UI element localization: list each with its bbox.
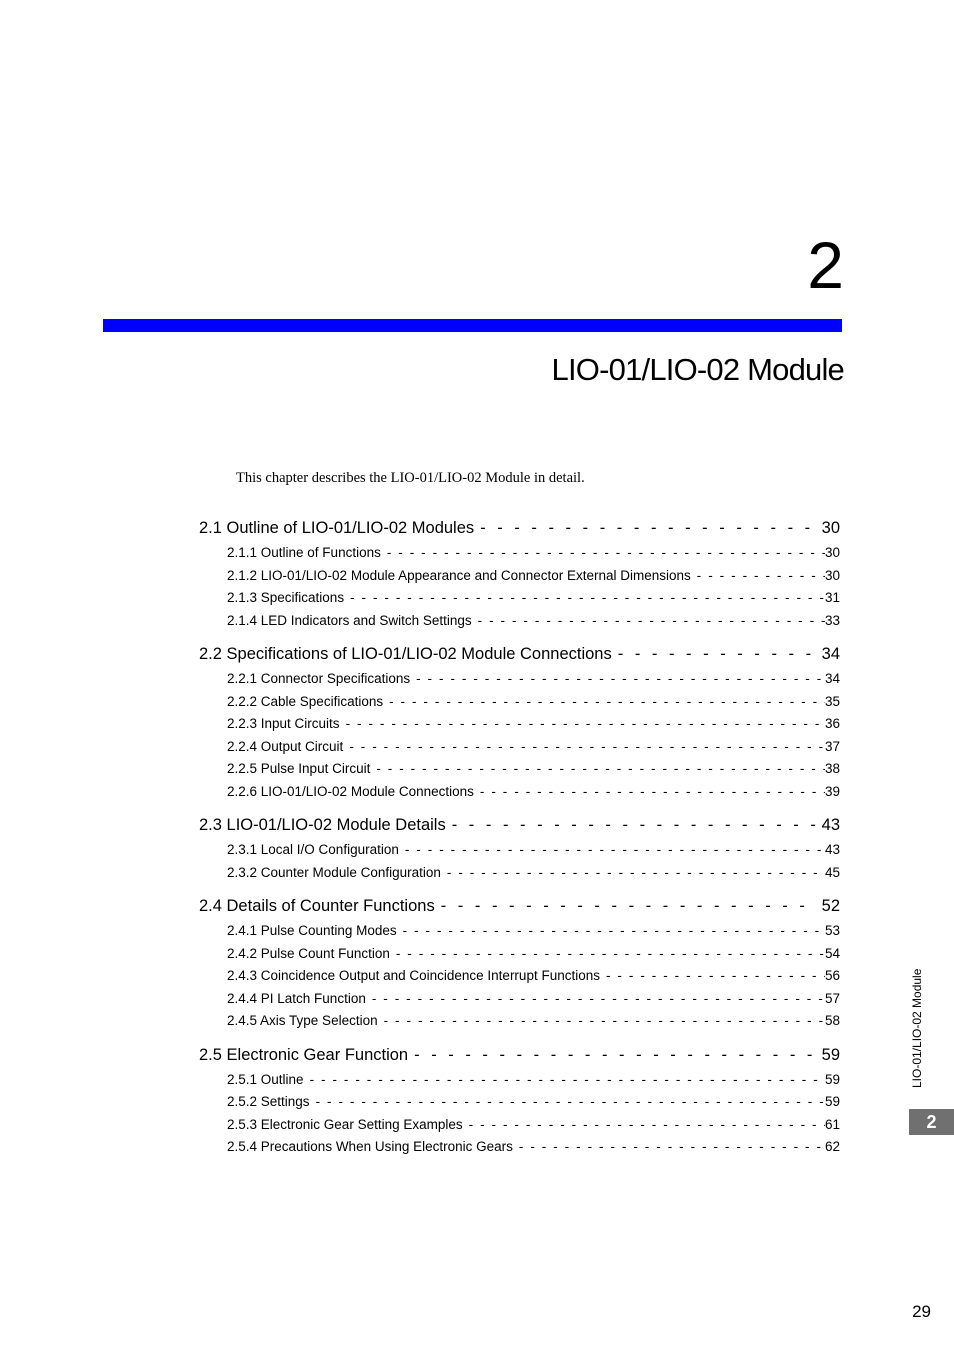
section-gap — [199, 1033, 840, 1041]
dot-leader — [414, 1041, 816, 1069]
chapter-tab: 2 — [909, 1109, 954, 1135]
toc-subsection-entry[interactable] — [227, 713, 840, 736]
toc-subsection-entry[interactable] — [227, 1069, 840, 1092]
dot-leader — [618, 640, 816, 668]
toc-section-label: 2.5 Electronic Gear Function — [199, 1045, 409, 1064]
dot-leader — [384, 1010, 825, 1033]
toc-subsection-label: 2.4.5 Axis Type Selection — [227, 1013, 378, 1028]
toc-section-page: 59 — [821, 1045, 840, 1064]
dot-leader — [478, 610, 825, 633]
dot-leader — [452, 811, 816, 839]
toc-section-label: 2.1 Outline of LIO-01/LIO-02 Modules — [199, 519, 475, 537]
toc-subsection-label: 2.2.1 Connector Specifications — [227, 671, 411, 686]
toc-section-entry[interactable] — [199, 514, 840, 542]
toc-subsection-label: 2.5.1 Outline — [227, 1071, 304, 1087]
toc-subsection-entry[interactable] — [227, 1136, 840, 1159]
toc-subsection-label: 2.2.2 Cable Specifications — [227, 693, 384, 709]
toc-subsection-entry[interactable] — [227, 565, 840, 588]
dot-leader — [469, 1114, 825, 1137]
toc-subsection-page: 59 — [824, 1094, 840, 1109]
toc-subsection-label: 2.2.6 LIO-01/LIO-02 Module Connections — [227, 783, 474, 799]
toc-subsection-entry[interactable] — [227, 920, 840, 943]
toc-subsection-label: 2.4.2 Pulse Count Function — [227, 945, 390, 961]
toc-section-label: 2.3 LIO-01/LIO-02 Module Details — [199, 816, 446, 834]
toc-subsection-page: 57 — [824, 990, 840, 1006]
toc-subsection-entry[interactable] — [227, 839, 840, 862]
toc-subsection-page: 30 — [824, 567, 840, 583]
toc-subsection-page: 43 — [824, 842, 840, 857]
dot-leader — [480, 514, 815, 542]
toc-section-entry[interactable] — [199, 811, 840, 839]
toc-section — [199, 514, 840, 632]
toc-subsection-entry[interactable] — [227, 1091, 840, 1114]
dot-leader — [349, 736, 825, 759]
toc-subsection-page: 62 — [824, 1139, 840, 1154]
toc-subsection-label: 2.1.4 LED Indicators and Switch Settings — [227, 612, 472, 628]
toc-section — [199, 811, 840, 884]
toc-subsection-entry[interactable] — [227, 736, 840, 759]
chapter-intro: This chapter describes the LIO-01/LIO-02 Module in detail. — [236, 470, 585, 486]
toc-subsection-page: 35 — [824, 693, 840, 709]
toc-subsection-entry[interactable] — [227, 965, 840, 988]
section-gap — [199, 884, 840, 892]
toc-section-label: 2.4 Details of Counter Functions — [199, 897, 435, 915]
dot-leader — [416, 668, 825, 691]
toc-section-entry[interactable] — [199, 640, 840, 668]
toc-subsection-entry[interactable] — [227, 587, 840, 610]
toc-section-label: 2.2 Specifications of LIO-01/LIO-02 Module Connections — [199, 645, 612, 663]
dot-leader — [396, 943, 825, 966]
section-gap — [199, 632, 840, 640]
toc-section-entry[interactable] — [199, 1041, 840, 1069]
page-number: 29 — [912, 1302, 931, 1321]
toc-section — [199, 892, 840, 1033]
dot-leader — [480, 781, 825, 804]
dot-leader — [405, 839, 825, 862]
toc-subsection-label: 2.2.5 Pulse Input Circuit — [227, 761, 371, 776]
toc-subsection-page: 53 — [824, 923, 840, 938]
toc-subsection-label: 2.5.2 Settings — [227, 1094, 310, 1109]
toc-subsection-page: 33 — [824, 612, 840, 628]
toc-subsection-page: 36 — [824, 716, 840, 731]
toc-subsection-label: 2.5.4 Precautions When Using Electronic Gears — [227, 1139, 513, 1154]
toc-subsection-entry[interactable] — [227, 691, 840, 714]
dot-leader — [316, 1091, 825, 1114]
toc-subsection-page: 61 — [824, 1116, 840, 1132]
toc-subsection-entry[interactable] — [227, 758, 840, 781]
toc-subsection-label: 2.4.3 Coincidence Output and Coincidence Interrupt Functions — [227, 968, 600, 983]
toc-subsection-label: 2.3.1 Local I/O Configuration — [227, 842, 399, 857]
toc-subsection-entry[interactable] — [227, 943, 840, 966]
toc-subsection-entry[interactable] — [227, 1114, 840, 1137]
toc-subsection-label: 2.4.4 PI Latch Function — [227, 990, 366, 1006]
toc-subsection-page: 31 — [824, 590, 840, 605]
dot-leader — [606, 965, 825, 988]
chapter-title-bar — [103, 319, 842, 332]
toc-subsection-page: 54 — [824, 945, 840, 961]
toc-subsection-page: 30 — [824, 545, 840, 560]
running-chapter-title: LIO-01/LIO-02 Module — [910, 968, 924, 1088]
toc-subsection-page: 37 — [824, 738, 840, 754]
toc-subsection-page: 59 — [824, 1071, 840, 1087]
toc-section-page: 52 — [821, 897, 840, 915]
toc-subsection-page: 58 — [824, 1013, 840, 1028]
toc-subsection-page: 45 — [824, 864, 840, 880]
toc-section-page: 34 — [821, 645, 840, 663]
dot-leader — [403, 920, 825, 943]
toc-subsection-entry[interactable] — [227, 1010, 840, 1033]
toc-subsection-label: 2.4.1 Pulse Counting Modes — [227, 923, 397, 938]
toc-section — [199, 640, 840, 803]
toc-subsection-label: 2.1.3 Specifications — [227, 590, 345, 605]
chapter-number: 2 — [807, 228, 844, 302]
table-of-contents — [199, 514, 840, 1159]
dot-leader — [350, 587, 825, 610]
toc-subsection-page: 38 — [824, 761, 840, 776]
toc-subsection-page: 56 — [824, 968, 840, 983]
dot-leader — [376, 758, 825, 781]
dot-leader — [389, 691, 825, 714]
toc-section-entry[interactable] — [199, 892, 840, 920]
dot-leader — [447, 862, 825, 885]
dot-leader — [346, 713, 825, 736]
toc-subsection-label: 2.1.2 LIO-01/LIO-02 Module Appearance and Connector External Dimensions — [227, 567, 691, 583]
toc-subsection-entry[interactable] — [227, 862, 840, 885]
dot-leader — [310, 1069, 825, 1092]
dot-leader — [519, 1136, 825, 1159]
toc-subsection-page: 39 — [824, 783, 840, 799]
dot-leader — [387, 542, 825, 565]
toc-subsection-label: 2.3.2 Counter Module Configuration — [227, 864, 441, 880]
dot-leader — [372, 988, 825, 1011]
toc-section-page: 30 — [821, 519, 840, 537]
section-gap — [199, 803, 840, 811]
chapter-title: LIO-01/LIO-02 Module — [551, 352, 844, 387]
toc-subsection-entry[interactable] — [227, 781, 840, 804]
toc-subsection-label: 2.2.3 Input Circuits — [227, 716, 340, 731]
toc-subsection-entry[interactable] — [227, 988, 840, 1011]
dot-leader — [697, 565, 825, 588]
toc-subsection-label: 2.1.1 Outline of Functions — [227, 545, 381, 560]
dot-leader — [441, 892, 816, 920]
toc-subsection-label: 2.5.3 Electronic Gear Setting Examples — [227, 1116, 463, 1132]
toc-subsection-page: 34 — [824, 671, 840, 686]
toc-subsection-entry[interactable] — [227, 610, 840, 633]
toc-subsection-entry[interactable] — [227, 668, 840, 691]
toc-section-page: 43 — [821, 816, 840, 834]
toc-section — [199, 1041, 840, 1159]
toc-subsection-label: 2.2.4 Output Circuit — [227, 738, 344, 754]
toc-subsection-entry[interactable] — [227, 542, 840, 565]
